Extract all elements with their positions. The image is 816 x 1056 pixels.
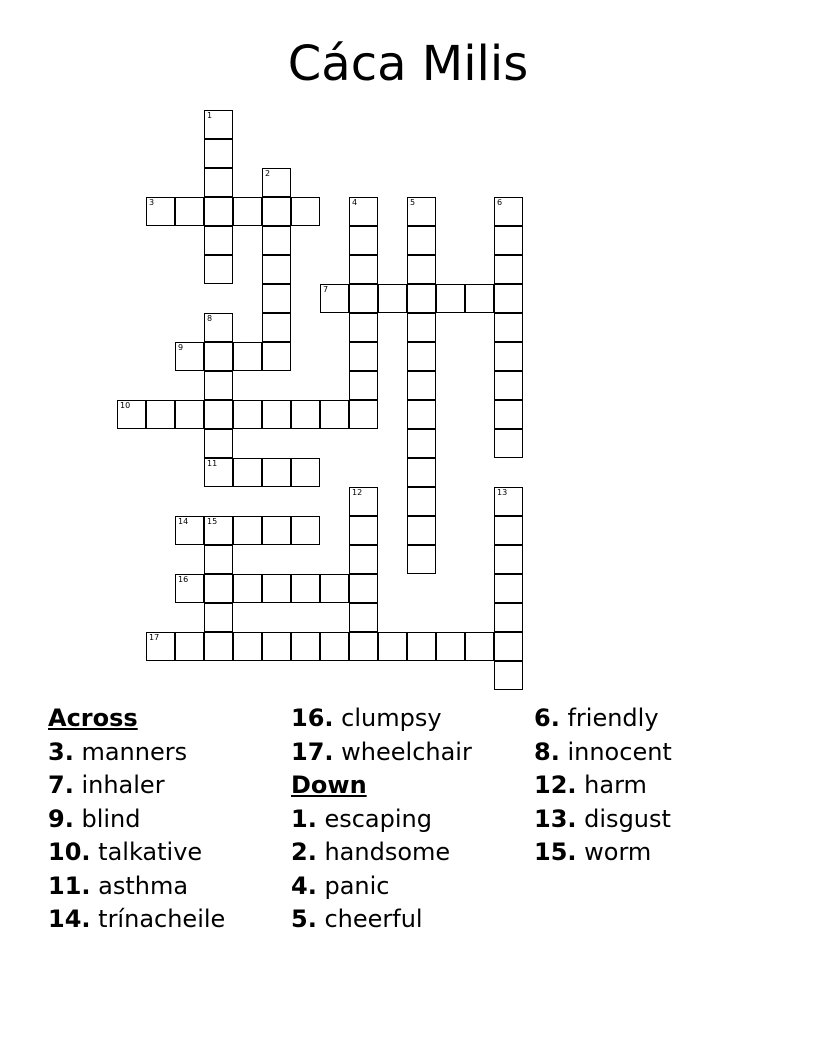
grid-cell[interactable] [407,255,436,284]
grid-cell[interactable] [204,458,233,487]
clue-across-9: 9. blind [48,804,141,833]
grid-cell[interactable] [494,487,523,516]
grid-cell[interactable] [349,603,378,632]
grid-cell[interactable] [204,400,233,429]
grid-cell[interactable] [262,226,291,255]
grid-cell[interactable] [407,342,436,371]
grid-cell[interactable] [436,284,465,313]
grid-cell[interactable] [407,313,436,342]
grid-cell[interactable] [204,226,233,255]
grid-cell[interactable] [407,284,436,313]
grid-cell[interactable] [291,516,320,545]
clue-number-label: 10 [120,401,131,410]
grid-cell[interactable] [233,197,262,226]
clue-down-5: 5. cheerful [291,905,423,933]
grid-cell[interactable] [407,516,436,545]
grid-cell[interactable] [407,545,436,574]
clue-down-2: 2. handsome [291,838,451,866]
grid-cell[interactable] [407,429,436,458]
grid-cell[interactable] [204,574,233,603]
grid-cell[interactable] [349,342,378,371]
grid-cell[interactable] [204,603,233,632]
clue-number-label: 17 [149,633,160,642]
grid-cell[interactable] [233,574,262,603]
grid-cell[interactable] [494,284,523,313]
grid-cell[interactable] [407,371,436,400]
grid-cell[interactable] [233,632,262,661]
grid-cell[interactable] [494,574,523,603]
grid-cell[interactable] [349,400,378,429]
down-header: Down [291,771,367,799]
clues-column-1 [48,702,225,937]
grid-cell[interactable] [407,458,436,487]
grid-cell[interactable] [233,516,262,545]
grid-cell[interactable] [494,197,523,226]
grid-cell[interactable] [494,226,523,255]
grid-cell[interactable] [262,458,291,487]
grid-cell[interactable] [146,632,175,661]
grid-cell[interactable] [204,197,233,226]
clue-across-14: 14. trínacheile [48,905,226,933]
clue-down-8: 8. innocent [534,737,672,766]
grid-cell[interactable] [349,284,378,313]
grid-cell[interactable] [204,516,233,545]
grid-cell[interactable] [262,342,291,371]
clue-number-label: 2 [265,169,271,178]
grid-cell[interactable] [291,632,320,661]
grid-cell[interactable] [175,574,204,603]
grid-cell[interactable] [465,284,494,313]
grid-cell[interactable] [494,400,523,429]
grid-cell[interactable] [349,255,378,284]
clue-number-label: 13 [497,488,508,497]
clue-number-label: 15 [207,517,218,526]
clue-number-label: 11 [207,459,218,468]
grid-cell[interactable] [349,574,378,603]
clue-number-label: 9 [178,343,184,352]
page-title: Cáca Milis [287,36,529,92]
grid-cell[interactable] [204,168,233,197]
clue-down-4: 4. panic [291,871,390,900]
grid-cell[interactable] [320,400,349,429]
clue-number-label: 8 [207,314,213,323]
grid-cell[interactable] [378,632,407,661]
grid-cell[interactable] [204,139,233,168]
grid-cell[interactable] [262,284,291,313]
clue-number-label: 3 [149,198,155,207]
grid-cell[interactable] [494,255,523,284]
clue-down-6: 6. friendly [534,704,659,732]
grid-cell[interactable] [175,342,204,371]
grid-cell[interactable] [407,632,436,661]
clues-column-2 [291,702,472,937]
grid-cell[interactable] [494,429,523,458]
grid-cell[interactable] [233,342,262,371]
grid-cell[interactable] [146,400,175,429]
clue-down-12: 12. harm [534,771,647,799]
grid-cell[interactable] [175,400,204,429]
clue-across-7: 7. inhaler [48,771,165,799]
grid-cell[interactable] [320,284,349,313]
clue-number-label: 1 [207,111,213,120]
grid-cell[interactable] [117,400,146,429]
grid-cell[interactable] [291,458,320,487]
clue-across-10: 10. talkative [48,838,203,866]
clue-number-label: 6 [497,198,503,207]
grid-cell[interactable] [262,168,291,197]
grid-cell[interactable] [262,313,291,342]
grid-cell[interactable] [494,371,523,400]
grid-cell[interactable] [262,574,291,603]
grid-cell[interactable] [204,429,233,458]
grid-cell[interactable] [465,632,494,661]
grid-cell[interactable] [320,632,349,661]
grid-cell[interactable] [349,632,378,661]
grid-cell[interactable] [494,545,523,574]
grid-cell[interactable] [204,632,233,661]
grid-cell[interactable] [262,255,291,284]
grid-cell[interactable] [262,197,291,226]
grid-cell[interactable] [494,342,523,371]
clue-number-label: 7 [323,285,329,294]
grid-cell[interactable] [349,313,378,342]
grid-cell[interactable] [204,371,233,400]
grid-cell[interactable] [349,545,378,574]
grid-cell[interactable] [407,487,436,516]
grid-cell[interactable] [291,197,320,226]
grid-cell[interactable] [407,226,436,255]
grid-cell[interactable] [494,603,523,632]
clue-down-1: 1. escaping [291,804,432,833]
clue-down-13: 13. disgust [534,804,671,833]
grid-cell[interactable] [349,371,378,400]
across-header: Across [48,704,138,732]
grid-cell[interactable] [262,632,291,661]
grid-cell[interactable] [407,400,436,429]
clue-across-11: 11. asthma [48,871,189,900]
grid-cell[interactable] [204,255,233,284]
clue-across-16: 16. clumpsy [291,704,442,732]
grid-cell[interactable] [262,516,291,545]
clue-down-15: 15. worm [534,838,652,866]
grid-cell[interactable] [494,516,523,545]
grid-cell[interactable] [146,197,175,226]
grid-cell[interactable] [233,458,262,487]
grid-cell[interactable] [436,632,465,661]
grid-cell[interactable] [494,632,523,661]
grid-cell[interactable] [204,110,233,139]
clue-number-label: 16 [178,575,189,584]
clue-number-label: 14 [178,517,189,526]
clues-column-3 [534,702,672,870]
grid-cell[interactable] [378,284,407,313]
grid-cell[interactable] [349,226,378,255]
grid-cell[interactable] [320,574,349,603]
clue-number-label: 5 [410,198,416,207]
grid-cell[interactable] [349,197,378,226]
grid-cell[interactable] [204,342,233,371]
grid-cell[interactable] [233,400,262,429]
clue-number-label: 12 [352,488,363,497]
clue-number-label: 4 [352,198,358,207]
clue-across-17: 17. wheelchair [291,737,472,766]
grid-cell[interactable] [175,632,204,661]
grid-cell[interactable] [494,661,523,690]
grid-cell[interactable] [175,516,204,545]
grid-cell[interactable] [204,313,233,342]
grid-cell[interactable] [204,545,233,574]
grid-cell[interactable] [349,516,378,545]
grid-cell[interactable] [349,487,378,516]
grid-cell[interactable] [291,400,320,429]
grid-cell[interactable] [175,197,204,226]
grid-cell[interactable] [262,400,291,429]
grid-cell[interactable] [291,574,320,603]
clue-across-3: 3. manners [48,737,188,766]
grid-cell[interactable] [494,313,523,342]
grid-cell[interactable] [407,197,436,226]
